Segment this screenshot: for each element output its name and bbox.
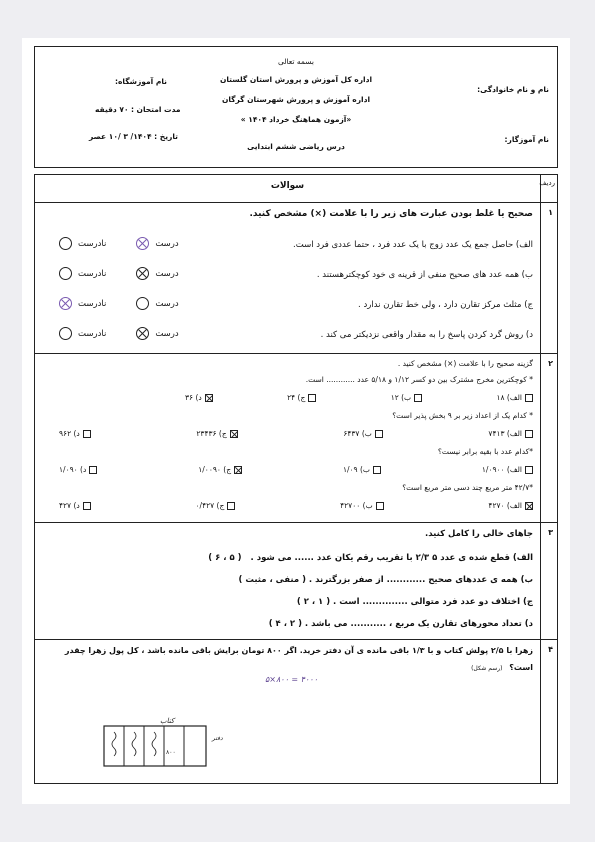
- q2p3-opt-d-box[interactable]: [89, 466, 97, 474]
- q1b-true-circle[interactable]: [136, 267, 149, 280]
- q2p4-opt-c-box[interactable]: [227, 502, 235, 510]
- q2p4-opt-a: الف) ۴۲۷۰: [488, 501, 522, 510]
- q1c-false-label: نادرست: [78, 298, 107, 309]
- q4-drawing: [100, 714, 250, 768]
- q2p3-opt-b-box[interactable]: [373, 466, 381, 474]
- q1a-true-circle[interactable]: [136, 237, 149, 250]
- question-2-instruction: گزینه صحیح را با علامت (×) مشخص کنید .: [397, 359, 533, 368]
- radif-label: ردیف: [539, 179, 555, 187]
- q1-item-b: ب) همه عدد های صحیح منفی از قرینه ی خود کوچکترهستند .: [316, 270, 533, 280]
- drawing-label-book: کتاب: [160, 717, 175, 725]
- q2p3-opt-d: د) ۱/۰۹۰: [59, 465, 87, 474]
- q2-part-4-options: [59, 501, 533, 510]
- q2p4-opt-b-box[interactable]: [376, 502, 384, 510]
- q1b-false-circle[interactable]: [59, 267, 72, 280]
- q2p2-opt-c-box[interactable]: [230, 430, 238, 438]
- exam-header: [34, 46, 558, 168]
- q1d-true-label: درست: [155, 328, 179, 339]
- divider: [35, 353, 557, 354]
- q2p3-opt-b: ب) ۱/۰۹: [342, 465, 370, 474]
- q1a-false-circle[interactable]: [59, 237, 72, 250]
- q2p3-opt-c-box[interactable]: [234, 466, 242, 474]
- duration-value: ۷۰ دقیقه: [95, 105, 129, 114]
- q2-part-2-options: [59, 429, 533, 438]
- q2p4-opt-d-box[interactable]: [83, 502, 91, 510]
- q3a-hint: ( ۵ ، ۶ ): [208, 553, 242, 563]
- q3-item-b: ب) همه ی عددهای صحیح ............ از صفر بزرگترند . ( منفی ، مثبت ): [238, 575, 533, 585]
- drawing-label-amount: ۸۰۰: [166, 749, 176, 756]
- q2p4-opt-d: د) ۴۲۷: [59, 501, 80, 510]
- q2p4-opt-b: ب) ۴۲۷۰۰: [340, 501, 373, 510]
- q3-item-a: [208, 553, 533, 563]
- questions-table: [34, 174, 558, 784]
- q1d-false-circle[interactable]: [59, 327, 72, 340]
- question-1-number: ۱: [548, 208, 553, 217]
- q2p1-opt-b-box[interactable]: [414, 394, 422, 402]
- q2-part-3-stem: *کدام عدد با بقیه برابر نیست؟: [437, 447, 533, 456]
- q1-item-c: ج) مثلث مرکز تقارن دارد ، ولی خط تقارن ندارد .: [358, 300, 533, 310]
- course-title: درس ریاضی ششم ابتدایی: [247, 142, 345, 151]
- question-4-number: ۴: [548, 645, 553, 654]
- q3-item-c: ج) اختلاف دو عدد فرد متوالی .............. است . ( ۱ ، ۲ ): [296, 597, 533, 607]
- q2p3-opt-a: الف) ۱/۰۹۰۰: [481, 465, 522, 474]
- q1c-true-circle[interactable]: [136, 297, 149, 310]
- question-4-text-cont: [471, 663, 533, 672]
- teacher-name-label: نام آموزگار:: [504, 135, 549, 144]
- q1-item-d: د) روش گرد کردن پاسخ را به مقدار واقعی نزدیکتر می کند .: [320, 330, 533, 340]
- school-name-label: نام آموزشگاه:: [115, 77, 167, 86]
- q2p1-opt-a-box[interactable]: [525, 394, 533, 402]
- row-number-column: [540, 175, 557, 783]
- q2p1-opt-d: د) ۳۶: [185, 393, 202, 402]
- q1-item-a-options: [59, 237, 179, 250]
- question-3-number: ۳: [548, 528, 553, 537]
- q4-handwritten-answer: ۵×۸۰۰ = ۴۰۰۰: [265, 675, 318, 684]
- question-4-text: زهرا با ۲/۵ پولش کتاب و با ۱/۳ باقی مانده ی آن دفتر خرید. اگر ۸۰۰ تومان برایش باقی مانده باشد ، کل پول زهرا چقدر: [64, 646, 533, 655]
- divider: [35, 639, 557, 640]
- q2p2-opt-b: ب) ۶۴۳۷: [343, 429, 372, 438]
- drawing-label-notebook: دفتر: [212, 735, 223, 742]
- q2-part-4-stem: *۴۲/۷ متر مربع چند دسی متر مربع است؟: [402, 483, 533, 492]
- q1-item-d-options: [59, 327, 179, 340]
- q2p1-opt-c: ج) ۲۴: [287, 393, 306, 402]
- q1a-true-label: درست: [155, 238, 179, 249]
- q2p2-opt-d: د) ۹۶۲: [59, 429, 80, 438]
- org-province: اداره کل آموزش و پرورش استان گلستان: [219, 75, 373, 84]
- q4-note: (رسم شکل): [471, 665, 503, 672]
- q2p2-opt-a: الف) ۷۴۱۳: [488, 429, 522, 438]
- student-name-label: نام و نام خانوادگی:: [477, 85, 549, 94]
- q2p2-opt-a-box[interactable]: [525, 430, 533, 438]
- q1-item-b-options: [59, 267, 179, 280]
- basmala: بسمه تعالی: [277, 57, 315, 66]
- q1a-false-label: نادرست: [78, 238, 107, 249]
- duration-label: مدت امتحان :: [130, 105, 181, 114]
- table-header-row: [35, 175, 557, 202]
- question-3-instruction: جاهای خالی را کامل کنید.: [425, 529, 533, 539]
- exam-duration: [95, 105, 181, 114]
- q2-part-2-stem: * کدام یک از اعداد زیر بر ۹ بخش پذیر است؟: [392, 411, 533, 420]
- q2p1-opt-c-box[interactable]: [308, 394, 316, 402]
- exam-date: تاریخ : ۱۴۰۴/ ۳ /۱۰ عصر: [89, 132, 178, 141]
- q4-ask: است؟: [509, 663, 533, 672]
- divider: [35, 202, 557, 203]
- q2p4-opt-a-box[interactable]: [525, 502, 533, 510]
- question-1-instruction: صحیح یا غلط بودن عبارت های زیر را با علامت (×) مشخص کنید.: [249, 209, 533, 219]
- q2p1-opt-b: ب) ۱۲: [390, 393, 412, 402]
- q2p3-opt-c: ج) ۱/۰۰۹۰: [198, 465, 232, 474]
- question-2-number: ۲: [548, 359, 553, 368]
- exam-paper: [22, 38, 570, 804]
- questions-title: سوالات: [270, 181, 305, 191]
- q1-item-c-options: [59, 297, 179, 310]
- q1d-true-circle[interactable]: [136, 327, 149, 340]
- q2p2-opt-c: ج) ۲۳۴۳۶: [196, 429, 227, 438]
- q2-part-1-options: [185, 393, 533, 402]
- q3-item-d: د) تعداد محورهای تقارن یک مربع ، ........... می باشد . ( ۲ ، ۴ ): [268, 619, 533, 629]
- q2p2-opt-d-box[interactable]: [83, 430, 91, 438]
- q2p1-opt-a: الف) ۱۸: [496, 393, 522, 402]
- q1c-false-circle[interactable]: [59, 297, 72, 310]
- q2p1-opt-d-box[interactable]: [205, 394, 213, 402]
- exam-title: «آزمون هماهنگ خرداد ۱۴۰۴ »: [240, 115, 352, 124]
- q3a-text: الف) قطع شده ی عدد ۵ ۲/۳ با تقریب رقم یکان عدد ...... می شود .: [250, 553, 533, 563]
- q2p2-opt-b-box[interactable]: [375, 430, 383, 438]
- q1b-true-label: درست: [155, 268, 179, 279]
- q2-part-3-options: [59, 465, 533, 474]
- q2-part-1-stem: * کوچکترین مخرج مشترک بین دو کسر ۱/۱۲ و ۵/۱۸ عدد ............ است.: [305, 375, 533, 384]
- q2p4-opt-c: ج) ۰/۴۲۷: [195, 501, 225, 510]
- q1c-true-label: درست: [155, 298, 179, 309]
- org-city: اداره آموزش و پرورش شهرستان گرگان: [221, 95, 371, 104]
- q1-item-a: الف) حاصل جمع یک عدد زوج با یک عدد فرد ، حتما عددی فرد است.: [293, 240, 533, 250]
- q2p3-opt-a-box[interactable]: [525, 466, 533, 474]
- q1d-false-label: نادرست: [78, 328, 107, 339]
- divider: [35, 522, 557, 523]
- q1b-false-label: نادرست: [78, 268, 107, 279]
